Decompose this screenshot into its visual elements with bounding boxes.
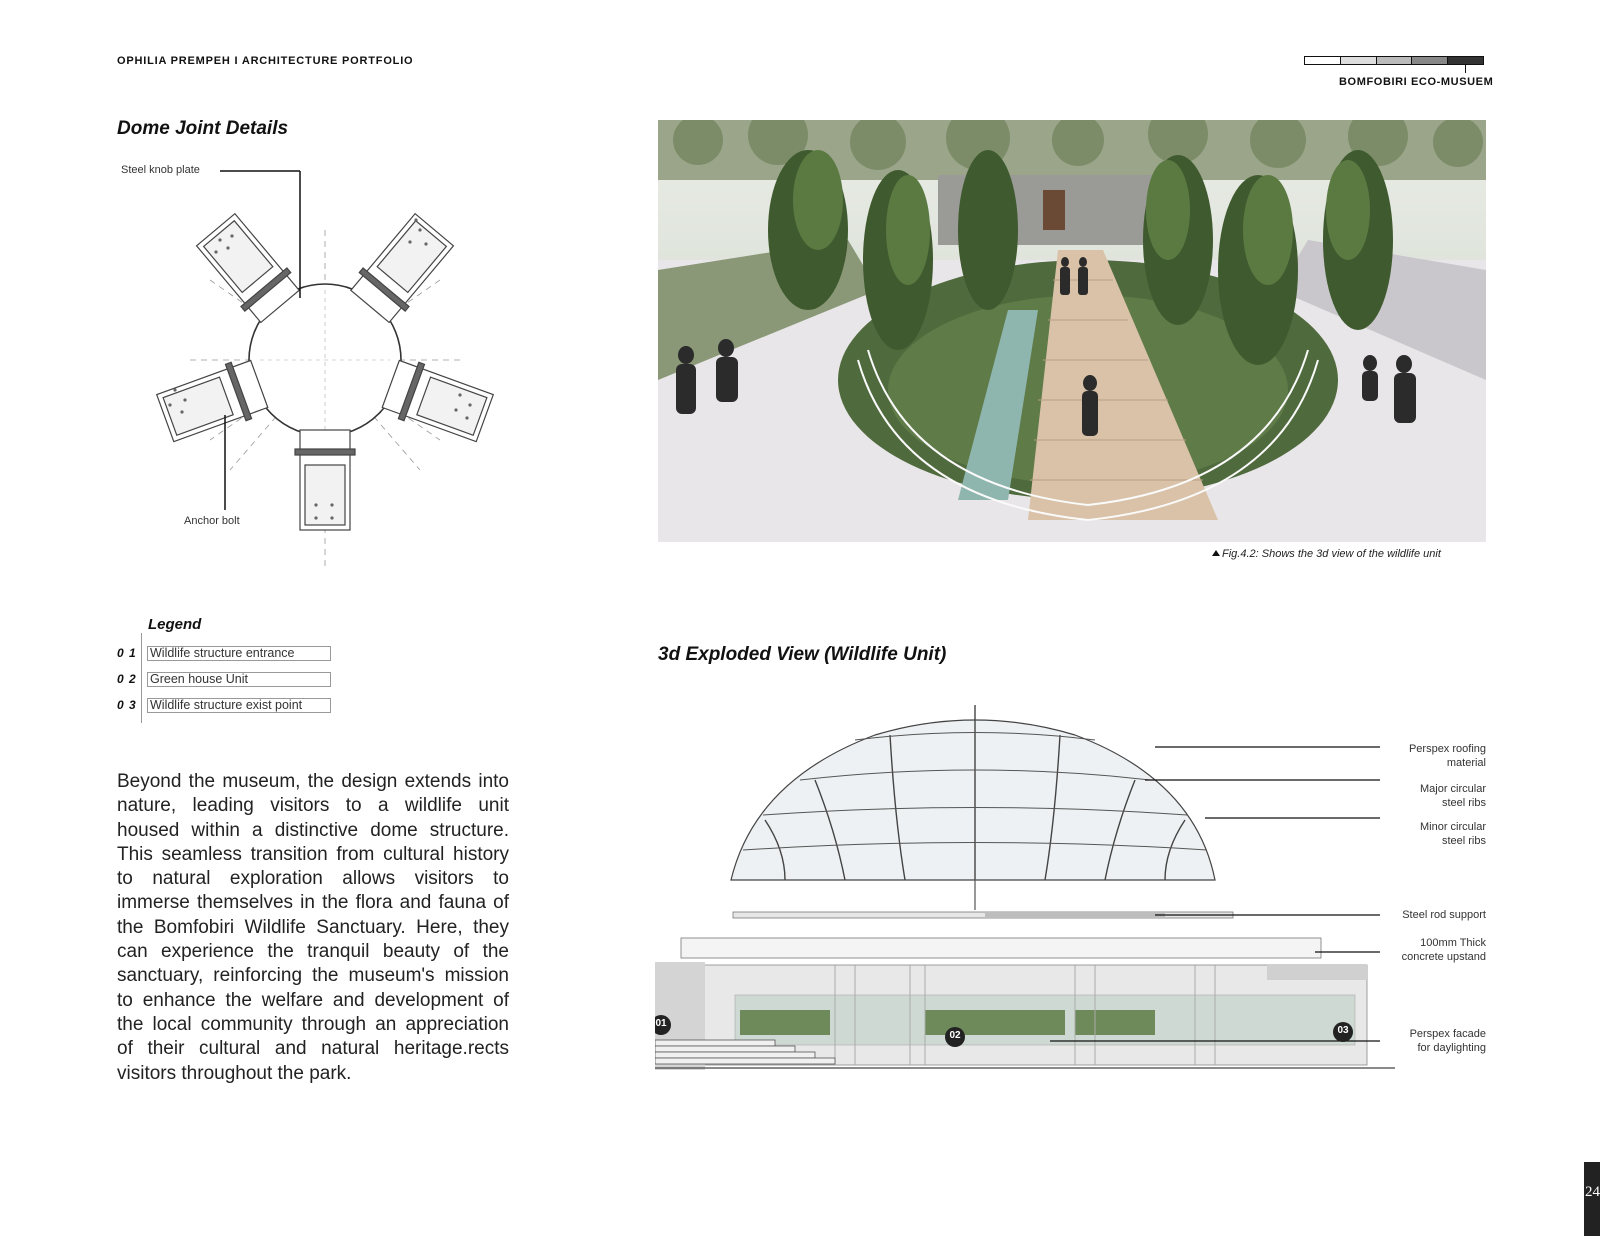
legend-item [117,671,331,687]
annotation-line: concrete upstand [1401,951,1486,963]
annotation-perspex-facade [1360,1027,1486,1055]
annotation-line: Major circular [1419,783,1486,795]
scale-bar-tick [1465,64,1466,73]
legend-label: Wildlife structure exist point [147,698,331,713]
legend-item [117,697,331,713]
legend-number: 0 3 [117,698,137,712]
legend-label: Wildlife structure entrance [147,646,331,661]
annotation-line: Minor circular [1419,821,1486,833]
exploded-view-title: 3d Exploded View (Wildlife Unit) [658,644,947,665]
annotation-line: Perspex roofing [1408,743,1486,755]
scale-bar [1304,56,1484,65]
portfolio-author-header: OPHILIA PREMPEH I ARCHITECTURE PORTFOLIO [117,55,414,67]
annotation-line: Perspex facade [1409,1028,1486,1040]
annotation-minor-ribs [1360,820,1486,848]
description-paragraph: Beyond the museum, the design extends into nature, leading visitors to a wildlife unit housed within a distinctive dome structure. This seamless transition from cultural history to natural exploration allows visitors to immerse themselves in the flora and fauna of the Bomfobiri Wildlife Sanctuary. Here, they can experience the tranquil beauty of the sanctuary, reinforcing the museum's mission to enhance the welfare and development of the local community through an appreciation of their cultural and natural heritage.rects visitors throughout the park. [117,771,509,1084]
annotation-line: 100mm Thick [1420,937,1486,949]
project-name-header: BOMFOBIRI ECO-MUSUEM [1339,76,1494,88]
steel-knob-plate-label: Steel knob plate [121,164,200,176]
legend-label: Green house Unit [147,672,331,687]
wildlife-unit-3d-render [658,120,1486,542]
caption-triangle-icon [1212,550,1220,556]
annotation-concrete-upstand [1360,936,1486,964]
dome-joint-drawing [120,150,540,570]
marker-02: 02 [949,1030,961,1041]
annotation-major-ribs [1360,782,1486,810]
legend-item [117,645,331,661]
annotation-line: for daylighting [1417,1042,1486,1054]
annotation-line: steel ribs [1441,797,1486,809]
caption-text: Fig.4.2: Shows the 3d view of the wildlife unit [1222,548,1441,560]
page-number-tab [1584,1162,1600,1236]
legend-title: Legend [148,616,202,633]
anchor-bolt-label: Anchor bolt [184,515,240,527]
page-number: 24 [1585,1184,1600,1200]
annotation-perspex-roofing [1360,742,1486,770]
marker-03: 03 [1337,1025,1349,1036]
legend-number: 0 2 [117,672,137,686]
dome-joint-title: Dome Joint Details [117,118,289,139]
annotation-line: material [1446,757,1486,769]
annotation-steel-rod: Steel rod support [1402,909,1486,921]
figure-caption [1212,548,1441,560]
marker-01: 01 [655,1018,667,1029]
annotation-line: steel ribs [1441,835,1486,847]
legend-number: 0 1 [117,646,137,660]
